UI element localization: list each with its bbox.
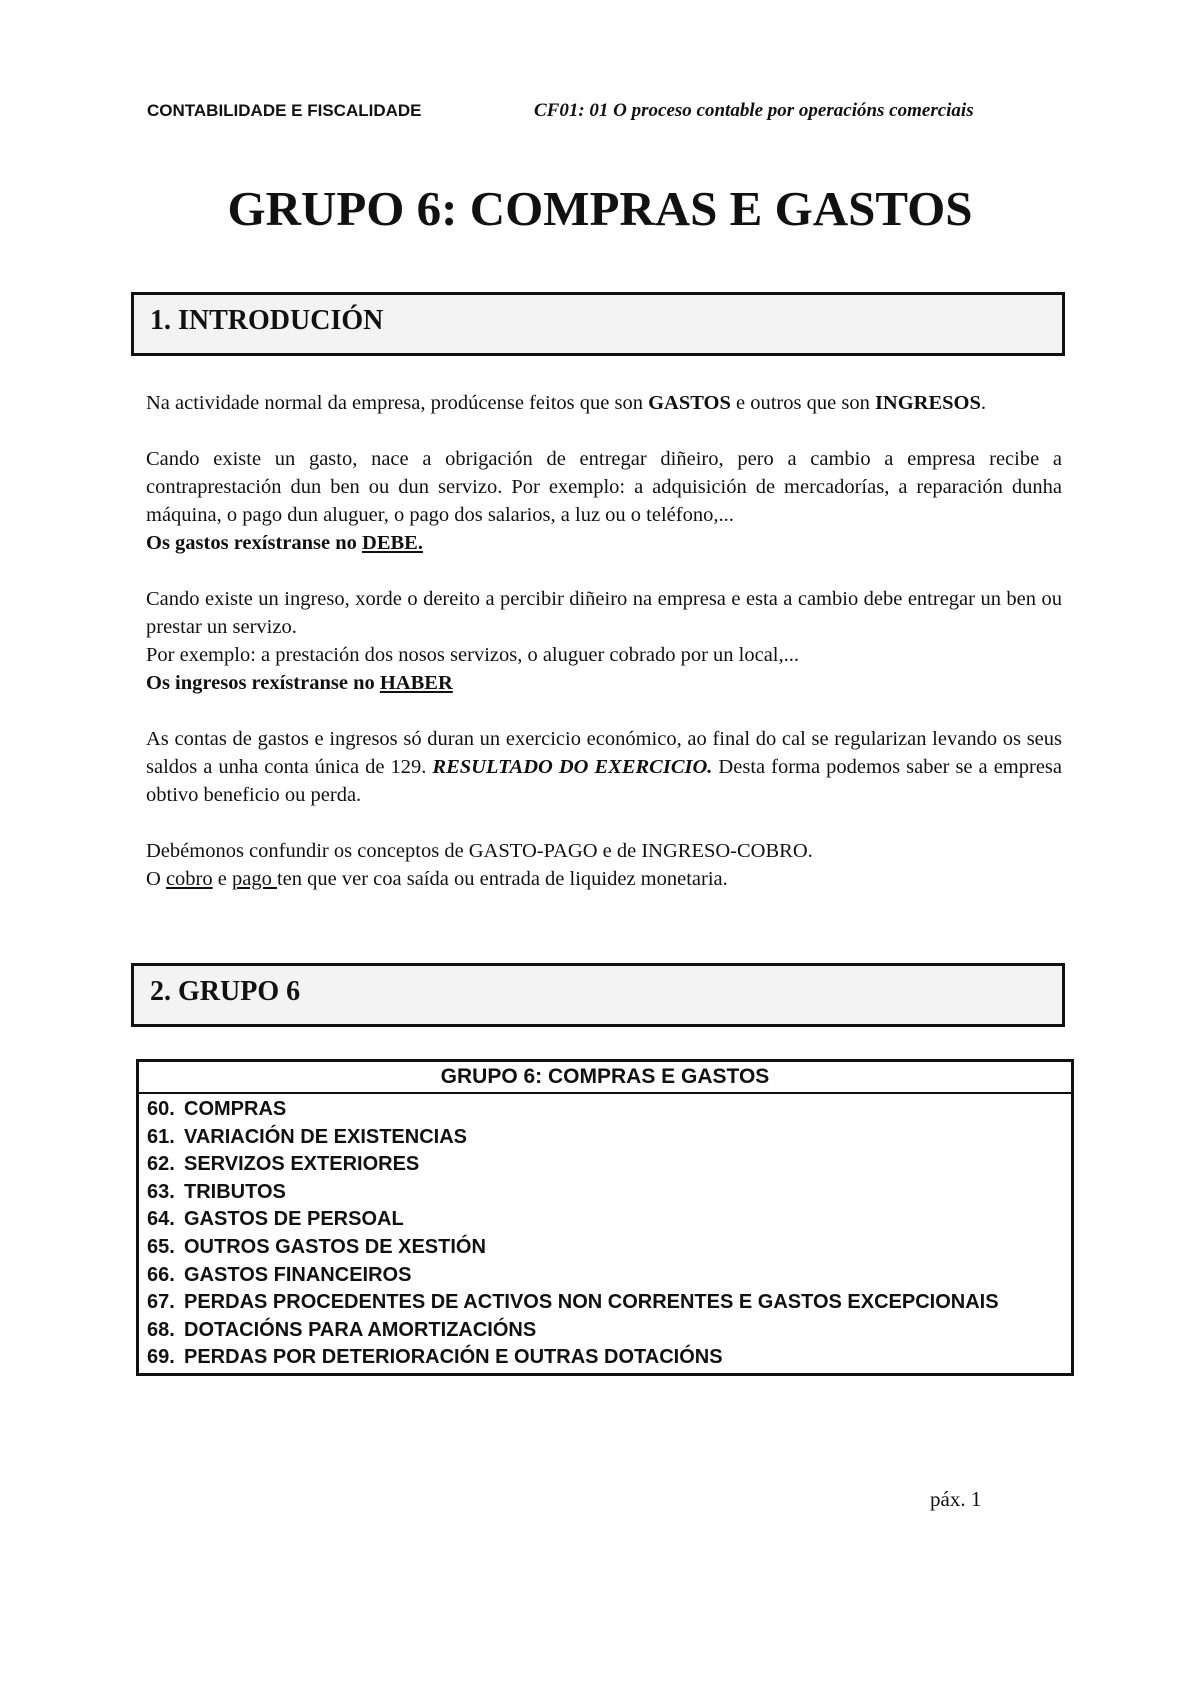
page-number: páx. 1 [930, 1487, 982, 1511]
unit-title: CF01: 01 O proceso contable por operacións comerciais [534, 100, 974, 121]
paragraph-5: Debémonos confundir os conceptos de GASTO-PAGO e de INGRESO-COBRO. [146, 840, 813, 862]
account-row [147, 1124, 1071, 1152]
text-run: O [146, 868, 166, 890]
term-haber: HABER [379, 672, 453, 694]
rule-gastos [146, 529, 1062, 557]
account-list [139, 1094, 1071, 1373]
text-run: Desta forma podemos saber se a empresa obtivo beneficio ou perda. [146, 756, 1062, 806]
section-heading-introducion: 1. INTRODUCIÓN [131, 292, 1065, 356]
account-name: PERDAS PROCEDENTES DE ACTIVOS NON CORRENTES E GASTOS EXCEPCIONAIS [184, 1291, 999, 1314]
account-row [147, 1206, 1071, 1234]
account-name: VARIACIÓN DE EXISTENCIAS [184, 1125, 467, 1148]
account-number: 60. [147, 1098, 175, 1120]
text-run: e [212, 868, 232, 890]
section-heading-grupo6: 2. GRUPO 6 [131, 963, 1065, 1027]
accounts-table [136, 1059, 1074, 1376]
account-row [147, 1344, 1071, 1372]
account-number: 67. [147, 1291, 175, 1314]
text-run: Na actividade normal da empresa, prodúcense feitos que son [146, 392, 649, 414]
table-title: GRUPO 6: COMPRAS E GASTOS [139, 1062, 1071, 1094]
paragraph-3: Cando existe un ingreso, xorde o dereito a percibir diñeiro na empresa e esta a cambio debe entregar un ben ou prestar un servizo. [146, 588, 1062, 638]
account-name: GASTOS DE PERSOAL [184, 1208, 404, 1231]
account-row [147, 1151, 1071, 1179]
paragraph-6 [146, 865, 1062, 893]
account-number: 61. [147, 1125, 175, 1148]
paragraph-1 [146, 389, 1062, 417]
account-row [147, 1179, 1071, 1207]
account-number: 68. [147, 1318, 175, 1341]
text-run: ten que ver coa saída ou entrada de liquidez monetaria. [276, 868, 728, 890]
account-name: OUTROS GASTOS DE XESTIÓN [184, 1235, 486, 1258]
account-number: 69. [147, 1346, 175, 1369]
text-run: e outros que son [730, 392, 875, 414]
account-number: 64. [147, 1208, 175, 1231]
account-name: PERDAS POR DETERIORACIÓN E OUTRAS DOTACIÓNS [184, 1346, 723, 1369]
term-debe: DEBE. [362, 532, 423, 554]
text-run: . [980, 392, 987, 414]
account-name: SERVIZOS EXTERIORES [184, 1153, 420, 1176]
text-run: Os ingresos rexístranse no [146, 672, 380, 694]
paragraph-4 [146, 725, 1062, 809]
text-run: Os gastos rexístranse no [146, 532, 363, 554]
term-pago: pago [231, 868, 277, 890]
account-row [147, 1289, 1071, 1317]
text-run: As contas de gastos e ingresos só duran un exercicio económico, ao final do cal se regularizan levando os seus saldos a unha conta única de 129. [146, 728, 1062, 778]
account-name: COMPRAS [184, 1098, 287, 1120]
paragraph-3-example: Por exemplo: a prestación dos nosos servizos, o aluguer cobrado por un local,... [146, 644, 799, 666]
account-name: GASTOS FINANCEIROS [184, 1263, 412, 1286]
account-name: TRIBUTOS [184, 1180, 286, 1203]
term-cobro: cobro [165, 868, 213, 890]
account-number: 65. [147, 1235, 175, 1258]
account-row [147, 1317, 1071, 1345]
page-header [147, 100, 1067, 122]
course-title: CONTABILIDADE E FISCALIDADE [147, 101, 422, 120]
introducion-body [146, 389, 1062, 893]
account-name: DOTACIÓNS PARA AMORTIZACIÓNS [184, 1318, 537, 1341]
account-row [147, 1096, 1071, 1124]
page-title: GRUPO 6: COMPRAS E GASTOS [227, 181, 973, 236]
term-ingresos: INGRESOS [874, 392, 981, 414]
rule-ingresos [146, 669, 1062, 697]
account-number: 63. [147, 1180, 175, 1203]
term-resultado: RESULTADO DO EXERCICIO. [432, 756, 713, 778]
account-number: 66. [147, 1263, 175, 1286]
account-number: 62. [147, 1153, 175, 1176]
account-row [147, 1262, 1071, 1290]
paragraph-2: Cando existe un gasto, nace a obrigación de entregar diñeiro, pero a cambio a empresa recibe a contraprestación dun ben ou dun servizo. Por exemplo: a adquisición de mercadorías, a reparación dunha máquina, o pago dun aluguer, o pago dos salarios, a luz ou o teléfono,... [146, 448, 1062, 526]
term-gastos: GASTOS [648, 392, 731, 414]
account-row [147, 1234, 1071, 1262]
